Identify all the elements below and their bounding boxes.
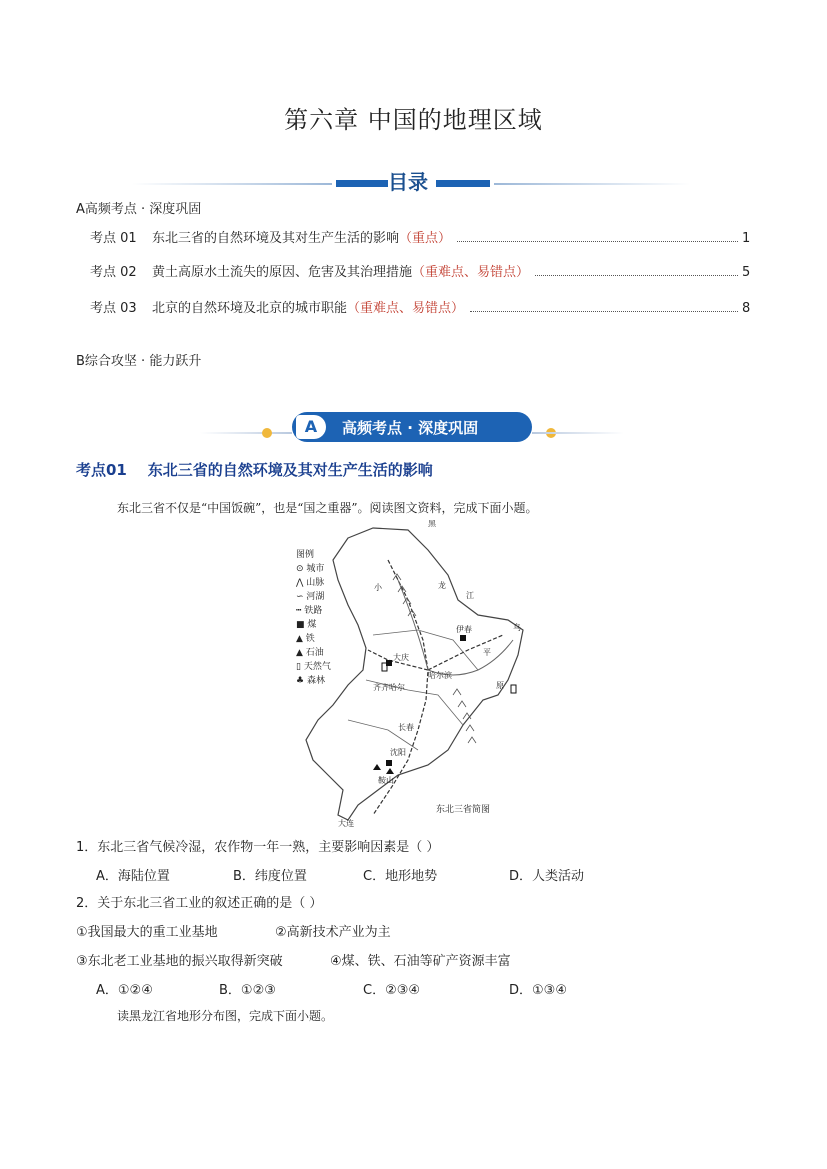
q2-statement-1: ①我国最大的重工业基地 — [76, 925, 218, 940]
kp-heading — [76, 459, 433, 480]
page-title: 第六章 中国的地理区域 — [284, 106, 543, 134]
q2-option-d[interactable]: D．①③④ — [509, 983, 567, 998]
toc-item-1[interactable] — [90, 227, 750, 246]
map-label: 沈阳 — [390, 748, 406, 757]
toc-divider-right — [494, 183, 690, 185]
kp-code: 考点01 — [76, 461, 127, 479]
city-icon: ⊙ — [296, 564, 307, 574]
map-label: 原 — [496, 681, 504, 690]
legend-item: ▲ 石油 — [296, 648, 324, 658]
q1-option-d[interactable]: D．人类活动 — [509, 869, 585, 884]
toc-item-page: 8 — [742, 301, 751, 316]
legend-item: ■ 煤 — [296, 620, 317, 630]
map-label: 黑 — [428, 520, 436, 528]
map-label: 齐齐哈尔 — [373, 683, 405, 692]
toc-leader — [457, 240, 738, 242]
q2-option-a[interactable]: A．①②④ — [96, 983, 153, 998]
toc-heading: 目录 — [388, 170, 428, 194]
legend-item: ⊙ 城市 — [296, 564, 325, 574]
map-label: 大连 — [338, 819, 354, 828]
toc-item-page: 1 — [742, 231, 751, 246]
toc-item-code: 考点 01 — [90, 231, 137, 246]
toc-item-text: 北京的自然环境及北京的城市职能 — [152, 301, 348, 316]
gas-symbol — [511, 685, 516, 693]
oil-icon: ▲ — [296, 648, 306, 658]
banner-line-right — [532, 432, 624, 434]
map-caption: 东北三省简图 — [436, 805, 491, 815]
q1-option-c[interactable]: C．地形地势 — [363, 869, 438, 884]
oil-symbol — [373, 764, 381, 770]
toc-leader — [470, 310, 738, 312]
map-label: 平 — [483, 648, 491, 657]
map-label: 鞍山 — [378, 776, 394, 785]
q2-option-b[interactable]: B．①②③ — [219, 983, 276, 998]
legend-item: ┅ 铁路 — [296, 606, 323, 616]
legend-item: ▲ 铁 — [296, 634, 315, 644]
toc-item-3[interactable] — [90, 297, 750, 316]
legend-item: ⋀ 山脉 — [296, 578, 325, 588]
q2-statement-4: ④煤、铁、石油等矿产资源丰富 — [330, 954, 511, 969]
question-2-stem: 2．关于东北三省工业的叙述正确的是（ ） — [76, 896, 323, 911]
next-intro-text: 读黑龙江省地形分布图，完成下面小题。 — [117, 1009, 334, 1023]
map-label: 哈尔滨 — [428, 671, 452, 680]
toc-item-2[interactable] — [90, 261, 750, 280]
map-label: 乌 — [513, 623, 521, 632]
map-outline — [306, 528, 523, 820]
coal-symbol — [460, 635, 466, 641]
map-label: 小 — [374, 583, 382, 592]
legend-title: 图例 — [296, 550, 315, 560]
legend-item: ♣ 森林 — [296, 676, 325, 686]
map-label: 龙 — [438, 581, 446, 590]
banner-dot-left-icon — [262, 428, 272, 438]
q1-option-b[interactable]: B．纬度位置 — [233, 869, 307, 884]
toc-leader — [535, 274, 738, 276]
toc-item-text: 东北三省的自然环境及其对生产生活的影响 — [152, 231, 400, 246]
intro-text: 东北三省不仅是“中国饭碗”，也是“国之重器”。阅读图文资料，完成下面小题。 — [117, 501, 538, 515]
map-label: 大庆 — [393, 653, 409, 662]
iron-symbol — [386, 768, 394, 774]
q1-option-a[interactable]: A．海陆位置 — [96, 869, 170, 884]
toc-item-tag: （重难点、易错点） — [412, 265, 530, 280]
iron-icon: ▲ — [296, 634, 306, 644]
q2-statement-3: ③东北老工业基地的振兴取得新突破 — [76, 954, 283, 969]
toc-section-a: A高频考点 · 深度巩固 — [76, 202, 202, 217]
toc-item-tag: （重点） — [399, 231, 452, 246]
toc-item-page: 5 — [742, 265, 751, 280]
forest-icon: ♣ — [296, 676, 307, 686]
map-label: 伊春 — [456, 625, 472, 634]
toc-item-tag: （重难点、易错点） — [347, 301, 465, 316]
northeast-map-figure — [278, 520, 568, 830]
coal-symbol — [386, 760, 392, 766]
kp-title: 东北三省的自然环境及其对生产生活的影响 — [147, 461, 433, 479]
banner-line-left — [200, 432, 292, 434]
toc-item-text: 黄土高原水土流失的原因、危害及其治理措施 — [152, 265, 413, 280]
toc-divider-bar-left — [336, 180, 388, 187]
mountain-icon: ⋀ — [296, 578, 307, 588]
toc-divider-left — [132, 183, 332, 185]
q2-statement-2: ②高新技术产业为主 — [275, 925, 391, 940]
banner-text: 高频考点 · 深度巩固 — [342, 419, 479, 437]
gas-icon: ▯ — [296, 662, 304, 672]
banner-letter: A — [296, 415, 326, 439]
river-icon: ∽ — [296, 592, 307, 602]
toc-item-code: 考点 03 — [90, 301, 137, 316]
legend-item: ∽ 河湖 — [296, 592, 325, 602]
q2-option-c[interactable]: C．②③④ — [363, 983, 421, 998]
toc-item-code: 考点 02 — [90, 265, 137, 280]
map-label: 长春 — [398, 723, 414, 732]
question-1-stem: 1．东北三省气候冷湿，农作物一年一熟，主要影响因素是（ ） — [76, 840, 440, 855]
toc-section-b: B综合攻坚 · 能力跃升 — [76, 354, 202, 369]
coal-icon: ■ — [296, 620, 308, 630]
map-label: 江 — [466, 591, 474, 600]
map-legend — [296, 548, 331, 688]
legend-item: ▯ 天然气 — [296, 662, 331, 672]
toc-divider-bar-right — [436, 180, 490, 187]
railway-icon: ┅ — [296, 606, 305, 616]
